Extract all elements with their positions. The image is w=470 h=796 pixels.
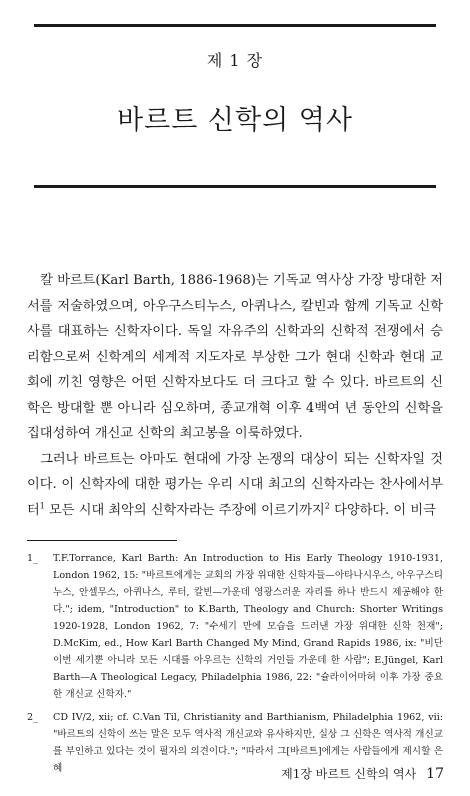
footnote-1	[27, 550, 443, 703]
top-rule	[34, 24, 436, 27]
page-number: 17	[426, 766, 444, 782]
chapter-label: 제 1 장	[206, 51, 264, 70]
note-marker-2[interactable]: 2	[324, 501, 330, 511]
paragraph-1: 칼 바르트(Karl Barth, 1886-1968)는 기독교 역사상 가장 방대한 저서를 저술하였으며, 아우구스티누스, 아퀴나스, 칼빈과 함께 기독교 신학사를 대표하는 신학자이다. 독일 자유주의 신학과의 신학적 전쟁에서 승리함으로써 신학계의 세계적 지도자로 부상한 그가 현대 신학과 현대 교회에 끼친 영향은 어떤 신학자보다도 더 크다고 할 수 있다. 바르트의 신학은 방대할 뿐 아니라 심오하며, 종교개혁 이후 4백여 년 동안의 신학을 집대성하여 개신교 신학의 최고봉을 이룩하였다.	[27, 273, 443, 441]
bottom-rule	[34, 185, 436, 188]
paragraph-2-part-1: 그러나 바르트는 아마도 현대에 가장 논쟁의 대상이 되는 신학자일 것이다. 이 신학자에 대한 평가는 우리 시대 최고의 신학자라는 찬사에서부터	[27, 451, 443, 518]
running-head: 제1장 바르트 신학의 역사	[281, 767, 417, 781]
footnote-text-2: CD IV/2, xii; cf. C.Van Til, Christianity and Barthianism, Philadelphia 1962, vii: "바르트의 신학이 쓰는 말은 모두 역사적 개신교와 유사하지만, 실상 그 신학은 역사적 개신교를 부인하고 있다는 것이 필자의 의견이다."; "따라서 그[바르트]에게는 사람들에게 제시할 은혜	[53, 712, 443, 774]
footnotes	[27, 550, 443, 783]
page-footer	[281, 765, 444, 782]
paragraph-2	[27, 447, 443, 524]
footnote-number-1: 1_	[27, 553, 38, 564]
paragraph-2-part-3: 다양하다. 이 비극	[334, 502, 436, 518]
footnote-separator	[27, 540, 177, 541]
footnote-text-1: T.F.Torrance, Karl Barth: An Introduction to His Early Theology 1910-1931, London 1962, 15: "바르트에게는 교회의 가장 위대한 신학자들—아타나시우스, 아우구스티누스, 안셀무스, 아퀴나스, 루터, 칼빈—가운데 영광스러운 자리를 하나 반드시 제공해야 한다."; idem, "Introduction" to K.Barth, Theology and Church: Shorter Writings 1920-1928, London 1962, 7: "수세기 만에 모습을 드러낸 가장 위대한 신학 천재"; D.McKim, ed., How Karl Barth Changed My Mind, Grand Rapids 1986, ix: "비단 이번 세기뿐 아니라 모든 시대를 아우르는 신학의 거인들 가운데 한 사람"; E.Jüngel, Karl Barth—A Theological Legacy, Philadelphia 1986, 22: "슐라이어마허 이후 가장 중요한 개신교 신학자."	[53, 553, 443, 700]
paragraph-2-part-2: 모든 시대 최악의 신학자라는 주장에 이르기까지	[49, 502, 325, 518]
body-text	[27, 268, 443, 523]
footnote-number-2: 2_	[27, 712, 38, 723]
chapter-title: 바르트 신학의 역사	[117, 105, 353, 136]
note-marker-1[interactable]: 1	[39, 501, 45, 511]
